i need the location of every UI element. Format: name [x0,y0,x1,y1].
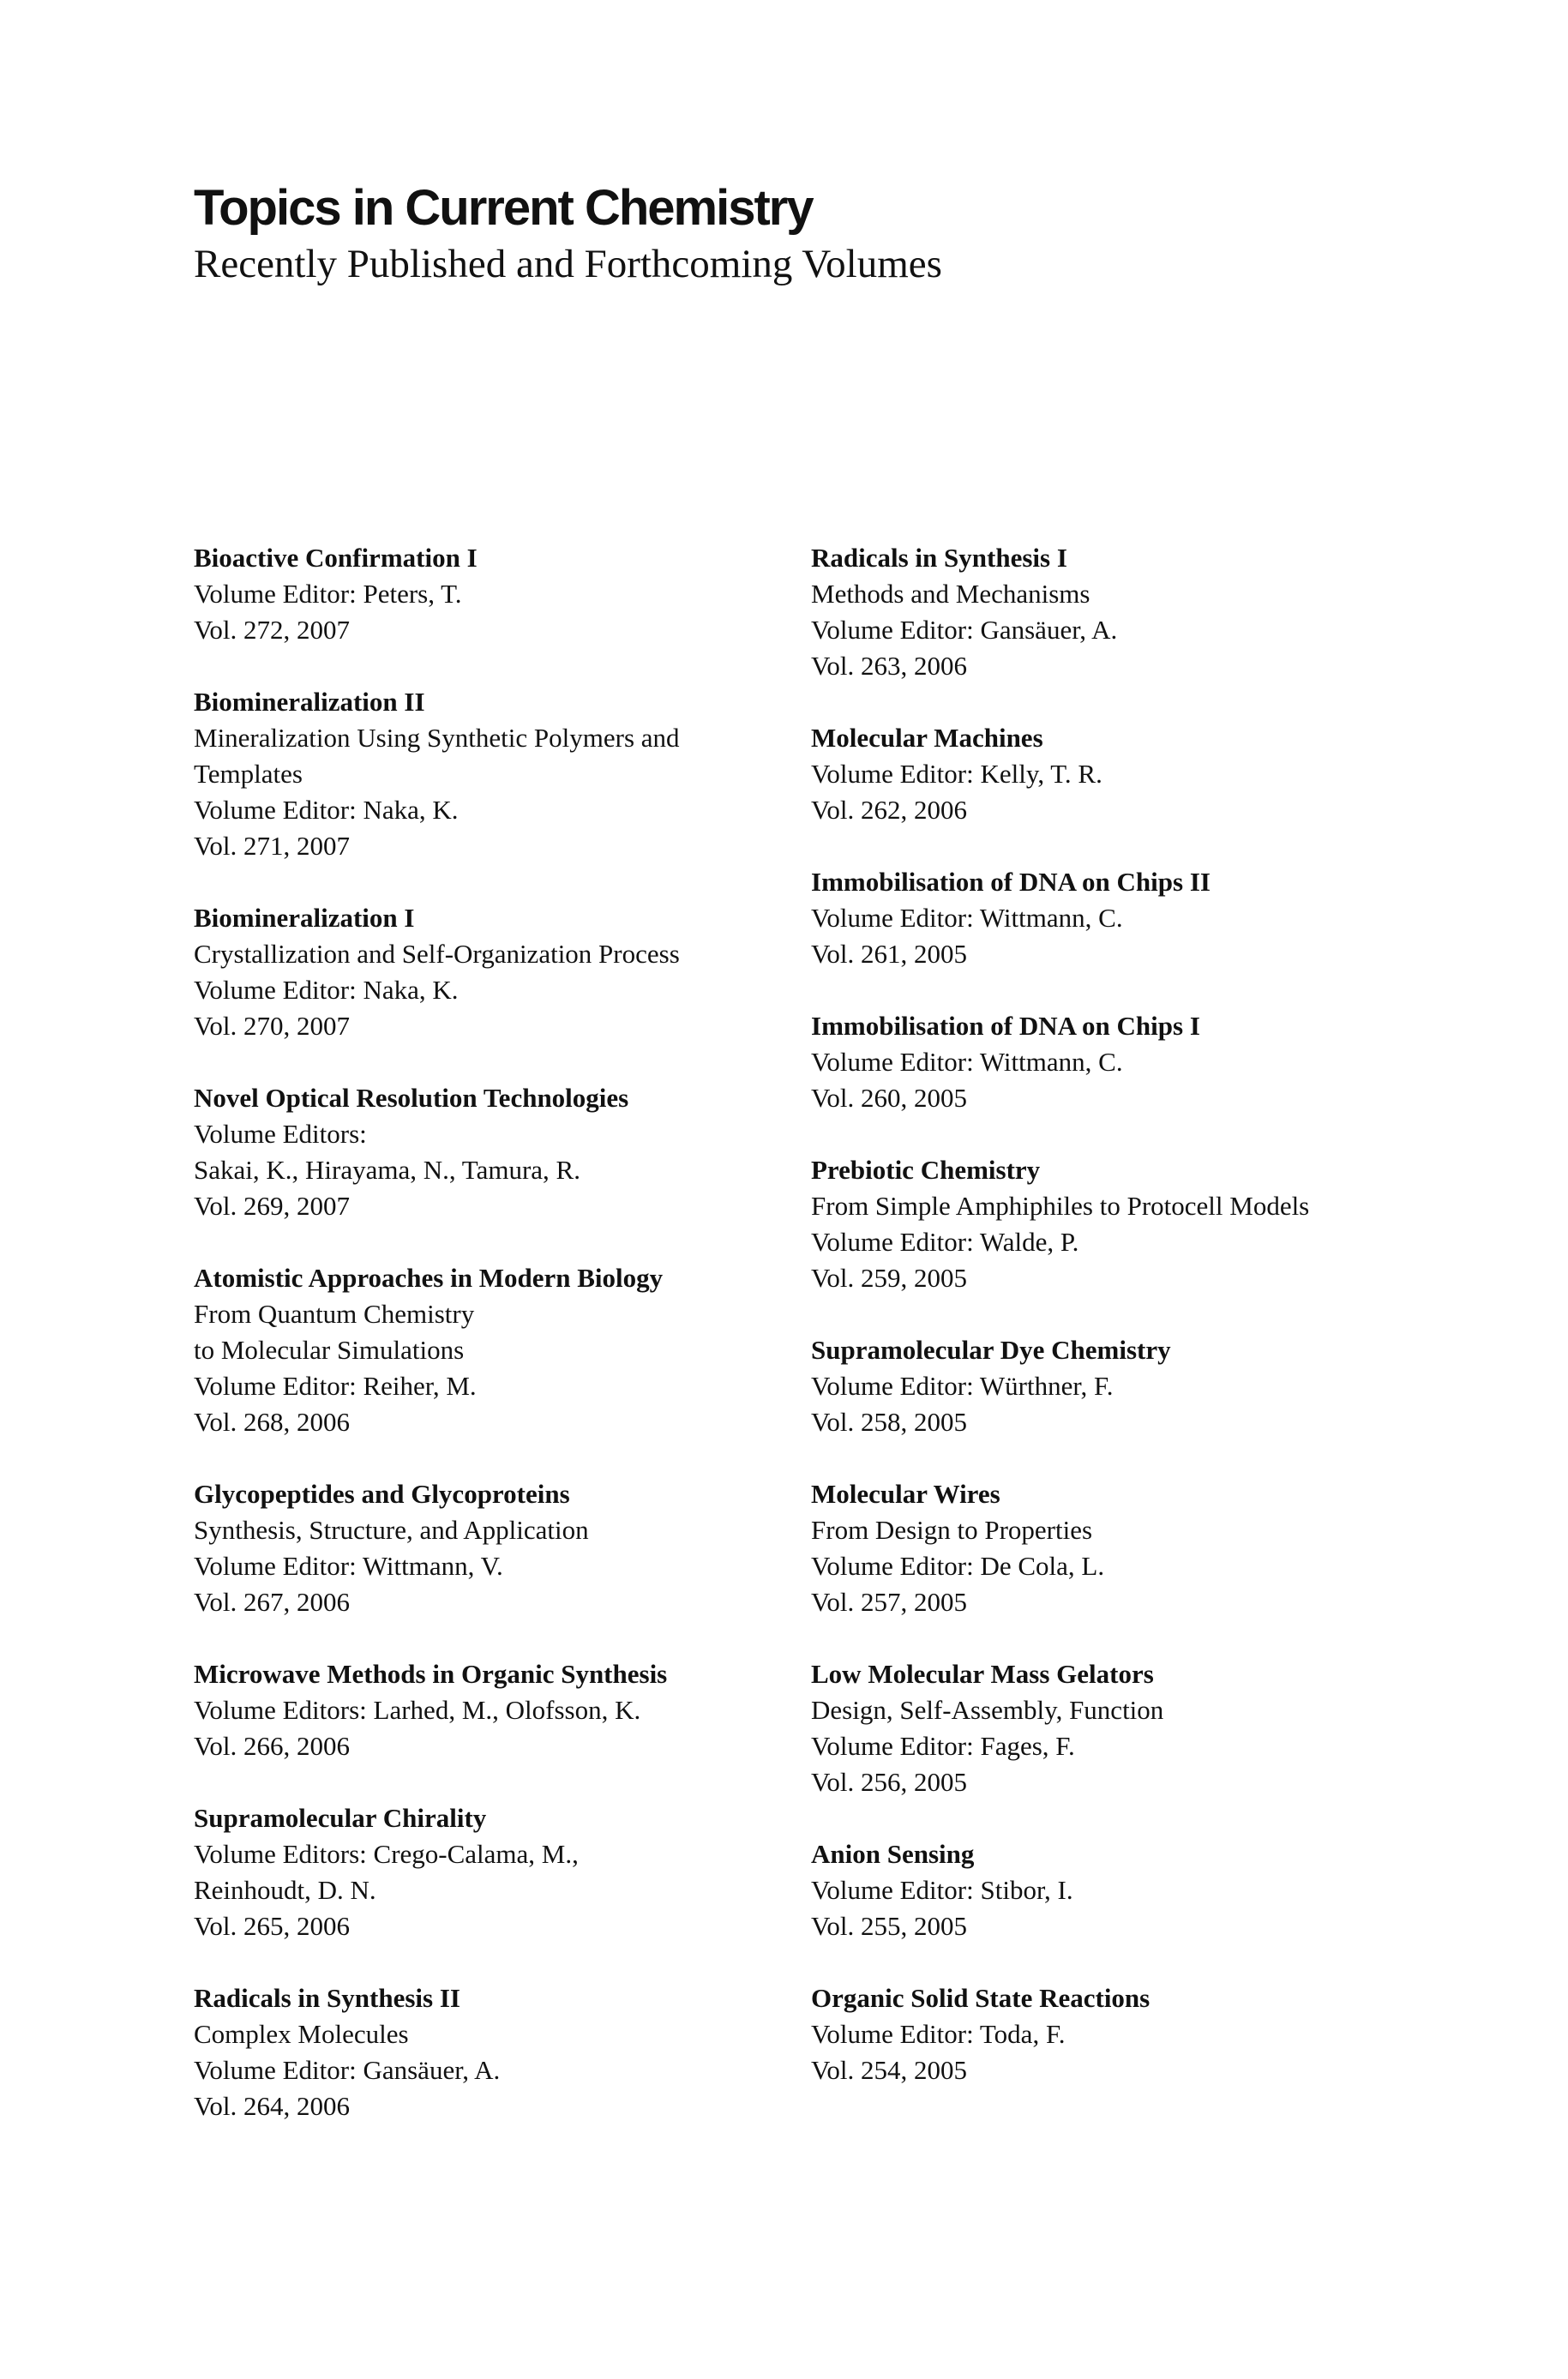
volume-detail-line: Vol. 271, 2007 [194,831,351,861]
volume-detail-line: Vol. 261, 2005 [811,939,968,969]
volume-detail-line: Volume Editor: Walde, P. [811,1227,1079,1257]
volume-entry [194,1476,794,1620]
volume-title: Anion Sensing [811,1839,975,1869]
volume-entry [811,720,1411,828]
volume-entry [811,1656,1411,1800]
volume-entry [811,1836,1411,1944]
volume-title: Radicals in Synthesis II [194,1983,460,2013]
volume-title: Biomineralization I [194,903,415,933]
volume-entry [811,1008,1411,1116]
volume-detail-line: Volume Editor: Peters, T. [194,579,462,609]
volume-detail-line: Vol. 265, 2006 [194,1911,351,1941]
volume-title: Prebiotic Chemistry [811,1155,1041,1185]
series-title: Topics in Current Chemistry [194,180,813,236]
volume-detail-line: Vol. 268, 2006 [194,1407,351,1437]
volume-detail-line: Volume Editor: Würthner, F. [811,1371,1114,1401]
volume-title: Immobilisation of DNA on Chips I [811,1011,1200,1041]
volume-detail-line: Vol. 257, 2005 [811,1587,968,1617]
volume-detail-line: Vol. 266, 2006 [194,1731,351,1761]
volume-detail-line: Vol. 255, 2005 [811,1911,968,1941]
volume-entry [194,540,794,648]
volume-entry [194,1260,794,1440]
volume-detail-line: Synthesis, Structure, and Application [194,1515,589,1545]
volume-detail-line: Templates [194,759,303,789]
volume-entry [194,900,794,1044]
volume-entry [811,1980,1411,2088]
volume-list-right [811,540,1411,2124]
volume-title: Molecular Machines [811,723,1043,753]
volume-detail-line: Vol. 258, 2005 [811,1407,968,1437]
volume-detail-line: Vol. 262, 2006 [811,795,968,825]
volume-entry [811,1332,1411,1440]
volume-title: Biomineralization II [194,687,425,717]
volume-detail-line: to Molecular Simulations [194,1335,465,1365]
volume-detail-line: Vol. 263, 2006 [811,651,968,681]
volume-detail-line: Design, Self-Assembly, Function [811,1695,1164,1725]
volume-detail-line: Volume Editor: Reiher, M. [194,1371,477,1401]
volume-detail-line: Mineralization Using Synthetic Polymers and [194,723,680,753]
volume-detail-line: Volume Editor: De Cola, L. [811,1551,1105,1581]
volume-detail-line: Volume Editor: Naka, K. [194,975,459,1005]
volume-detail-line: Volume Editor: Kelly, T. R. [811,759,1102,789]
volume-detail-line: Volume Editor: Toda, F. [811,2019,1066,2049]
volume-list-left [194,540,794,2160]
volume-entry [811,864,1411,972]
volume-entry [194,684,794,864]
series-subtitle: Recently Published and Forthcoming Volumes [194,242,942,286]
volume-entry [194,1080,794,1224]
volume-title: Low Molecular Mass Gelators [811,1659,1154,1689]
volume-detail-line: Volume Editors: Larhed, M., Olofsson, K. [194,1695,641,1725]
volume-detail-line: Volume Editor: Naka, K. [194,795,459,825]
volume-detail-line: Vol. 259, 2005 [811,1263,968,1293]
volume-detail-line: Crystallization and Self-Organization Process [194,939,680,969]
volume-title: Bioactive Confirmation I [194,543,478,573]
volume-title: Organic Solid State Reactions [811,1983,1150,2013]
volume-detail-line: Reinhoudt, D. N. [194,1875,376,1905]
volume-detail-line: From Simple Amphiphiles to Protocell Models [811,1191,1310,1221]
volume-title: Novel Optical Resolution Technologies [194,1083,629,1113]
volume-entry [194,1980,794,2124]
volume-detail-line: Vol. 272, 2007 [194,615,351,645]
volume-detail-line: Vol. 256, 2005 [811,1767,968,1797]
volume-detail-line: Volume Editor: Gansäuer, A. [194,2055,501,2085]
volume-detail-line: Volume Editor: Wittmann, V. [194,1551,503,1581]
volume-entry [194,1656,794,1764]
volume-entry [194,1800,794,1944]
volume-entry [811,1476,1411,1620]
volume-detail-line: Sakai, K., Hirayama, N., Tamura, R. [194,1155,580,1185]
volume-detail-line: Vol. 267, 2006 [194,1587,351,1617]
volume-detail-line: Vol. 269, 2007 [194,1191,351,1221]
volume-detail-line: Volume Editor: Gansäuer, A. [811,615,1118,645]
volume-title: Atomistic Approaches in Modern Biology [194,1263,664,1293]
volume-detail-line: Volume Editor: Stibor, I. [811,1875,1073,1905]
volume-detail-line: Vol. 260, 2005 [811,1083,968,1113]
volume-detail-line: Vol. 264, 2006 [194,2091,351,2121]
volume-detail-line: Methods and Mechanisms [811,579,1090,609]
volume-entry [811,1152,1411,1296]
volume-detail-line: Complex Molecules [194,2019,409,2049]
volume-title: Supramolecular Dye Chemistry [811,1335,1171,1365]
volume-detail-line: Volume Editors: Crego-Calama, M., [194,1839,579,1869]
volume-detail-line: Volume Editors: [194,1119,367,1149]
volume-title: Radicals in Synthesis I [811,543,1067,573]
volume-detail-line: Vol. 254, 2005 [811,2055,968,2085]
volume-detail-line: Volume Editor: Fages, F. [811,1731,1075,1761]
volume-title: Molecular Wires [811,1479,1000,1509]
volume-detail-line: Vol. 270, 2007 [194,1011,351,1041]
volume-detail-line: From Quantum Chemistry [194,1299,475,1329]
volume-detail-line: Volume Editor: Wittmann, C. [811,903,1123,933]
volume-entry [811,540,1411,684]
volume-title: Immobilisation of DNA on Chips II [811,867,1211,897]
volume-title: Glycopeptides and Glycoproteins [194,1479,570,1509]
volume-title: Supramolecular Chirality [194,1803,487,1833]
volume-title: Microwave Methods in Organic Synthesis [194,1659,668,1689]
volume-detail-line: From Design to Properties [811,1515,1093,1545]
volume-detail-line: Volume Editor: Wittmann, C. [811,1047,1123,1077]
